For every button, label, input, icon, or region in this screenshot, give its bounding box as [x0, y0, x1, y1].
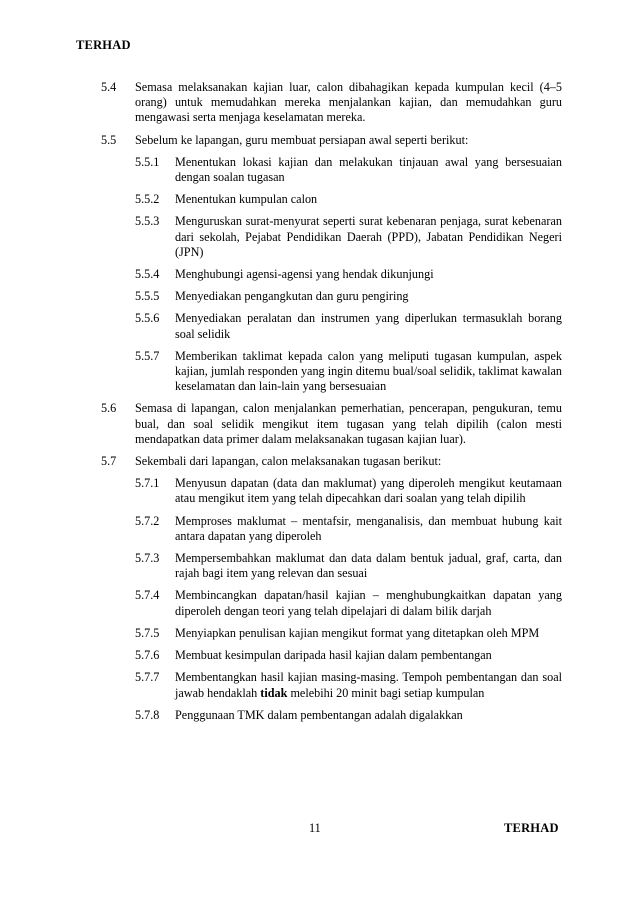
subsection-text: Menyusun dapatan (data dan maklumat) yang diperoleh mengikut keutamaan atau mengikut item yang telah dipecahkan dari soalan yang telah dipilih	[175, 476, 562, 506]
subsection-text: Memberikan taklimat kepada calon yang meliputi tugasan kumpulan, aspek kajian, jumlah responden yang ingin ditemu bual/soal selidik, taklimat kawalan keselamatan dan lain-lain yang bersesuaian	[175, 348, 562, 394]
subsection-number: 5.5.3	[135, 214, 160, 229]
classification-footer: TERHAD	[504, 821, 559, 835]
subsection-5-7-1	[135, 476, 562, 506]
subsection-5-5-6	[135, 311, 562, 341]
subsection-5-7-6	[135, 648, 562, 663]
subsection-text: Penggunaan TMK dalam pembentangan adalah digalakkan	[175, 707, 463, 722]
subsection-number: 5.5.2	[135, 192, 160, 207]
subsection-text: Menyediakan peralatan dan instrumen yang diperlukan termasuklah borang soal selidik	[175, 311, 562, 341]
subsection-text: Membuat kesimpulan daripada hasil kajian dalam pembentangan	[175, 648, 492, 663]
section-text: Sebelum ke lapangan, guru membuat persiapan awal seperti berikut:	[135, 132, 469, 147]
subsection-text: Menyediakan pengangkutan dan guru pengiring	[175, 289, 409, 304]
subsection-5-7-5	[135, 626, 562, 641]
subsection-text: Mempersembahkan maklumat dan data dalam bentuk jadual, graf, carta, dan rajah bagi item yang relevan dan sesuai	[175, 551, 562, 581]
subsection-5-5-1	[135, 155, 562, 185]
subsection-text: Menguruskan surat-menyurat seperti surat kebenaran penjaga, surat kebenaran dari sekolah, Pejabat Pendidikan Daerah (PPD), Jabatan Pendidikan Negeri (JPN)	[175, 214, 562, 259]
subsection-5-7-8	[135, 708, 562, 723]
section-number: 5.4	[101, 80, 117, 94]
document-body	[101, 80, 562, 723]
subsection-number: 5.7.6	[135, 648, 160, 663]
subsection-text: Memproses maklumat – mentafsir, menganalisis, dan membuat hubung kait antara dapatan yang diperoleh	[175, 513, 562, 543]
subsection-text: Menentukan kumpulan calon	[175, 192, 318, 207]
subsection-number: 5.7.1	[135, 476, 160, 491]
subsection-5-7-2	[135, 514, 562, 544]
subsection-number: 5.7.5	[135, 625, 160, 640]
subsection-text-after: melebihi 20 minit bagi setiap kumpulan	[287, 685, 485, 700]
section-number: 5.6	[101, 401, 117, 416]
section-text: Semasa di lapangan, calon menjalankan pemerhatian, pencerapan, pengukuran, temu bual, dan soal selidik mengikut item tugasan yang telah dipilih (calon mesti mendapatkan data primer dalam melaksanakan tugasan kajian luar).	[135, 401, 562, 446]
subsection-5-5-3	[135, 214, 562, 260]
subsection-number: 5.5.5	[135, 289, 160, 304]
subsection-5-7-4	[135, 588, 562, 618]
section-5-6	[101, 401, 562, 447]
subsection-5-5-5	[135, 289, 562, 304]
subsection-text: Membincangkan dapatan/hasil kajian – menghubungkaitkan dapatan yang diperoleh dengan teori yang telah dipelajari di dalam bilik darjah	[175, 588, 562, 618]
section-number: 5.5	[101, 132, 117, 147]
section-5-5	[101, 133, 562, 395]
subsection-5-5-4	[135, 267, 562, 282]
subsection-number: 5.5.1	[135, 154, 160, 169]
subsection-number: 5.7.4	[135, 588, 160, 603]
subsection-number: 5.7.8	[135, 707, 160, 722]
subsection-5-7-7	[135, 670, 562, 700]
section-number: 5.7	[101, 454, 117, 469]
subsection-number: 5.7.3	[135, 551, 160, 566]
subsection-number: 5.5.7	[135, 348, 160, 363]
subsection-5-5-7	[135, 349, 562, 395]
section-5-7	[101, 454, 562, 723]
subsection-number: 5.5.4	[135, 267, 160, 282]
subsection-text	[175, 670, 562, 699]
classification-header: TERHAD	[76, 38, 131, 52]
subsection-text-before: Membentangkan hasil kajian masing-masing. Tempoh pembentangan dan soal jawab hendaklah	[175, 670, 562, 700]
subsection-text: Menyiapkan penulisan kajian mengikut format yang ditetapkan oleh MPM	[175, 625, 540, 640]
subsection-text: Menentukan lokasi kajian dan melakukan tinjauan awal yang bersesuaian dengan soalan tugasan	[175, 154, 562, 185]
subsection-5-5-2	[135, 192, 562, 207]
subsection-number: 5.5.6	[135, 311, 160, 326]
subsection-5-7-3	[135, 551, 562, 581]
page-number: 11	[309, 821, 321, 835]
subsection-text: Menghubungi agensi-agensi yang hendak dikunjungi	[175, 267, 434, 282]
section-text: Sekembali dari lapangan, calon melaksanakan tugasan berikut:	[135, 454, 442, 469]
section-5-4	[101, 80, 562, 126]
subsection-number: 5.7.7	[135, 670, 160, 685]
section-text: Semasa melaksanakan kajian luar, calon dibahagikan kepada kumpulan kecil (4–5 orang) untuk memudahkan mereka menjalankan kajian, dan memudahkan guru mengawasi serta menjaga keselamatan mereka.	[135, 80, 562, 125]
subsection-number: 5.7.2	[135, 513, 160, 528]
emphasis-text: tidak	[260, 685, 288, 700]
